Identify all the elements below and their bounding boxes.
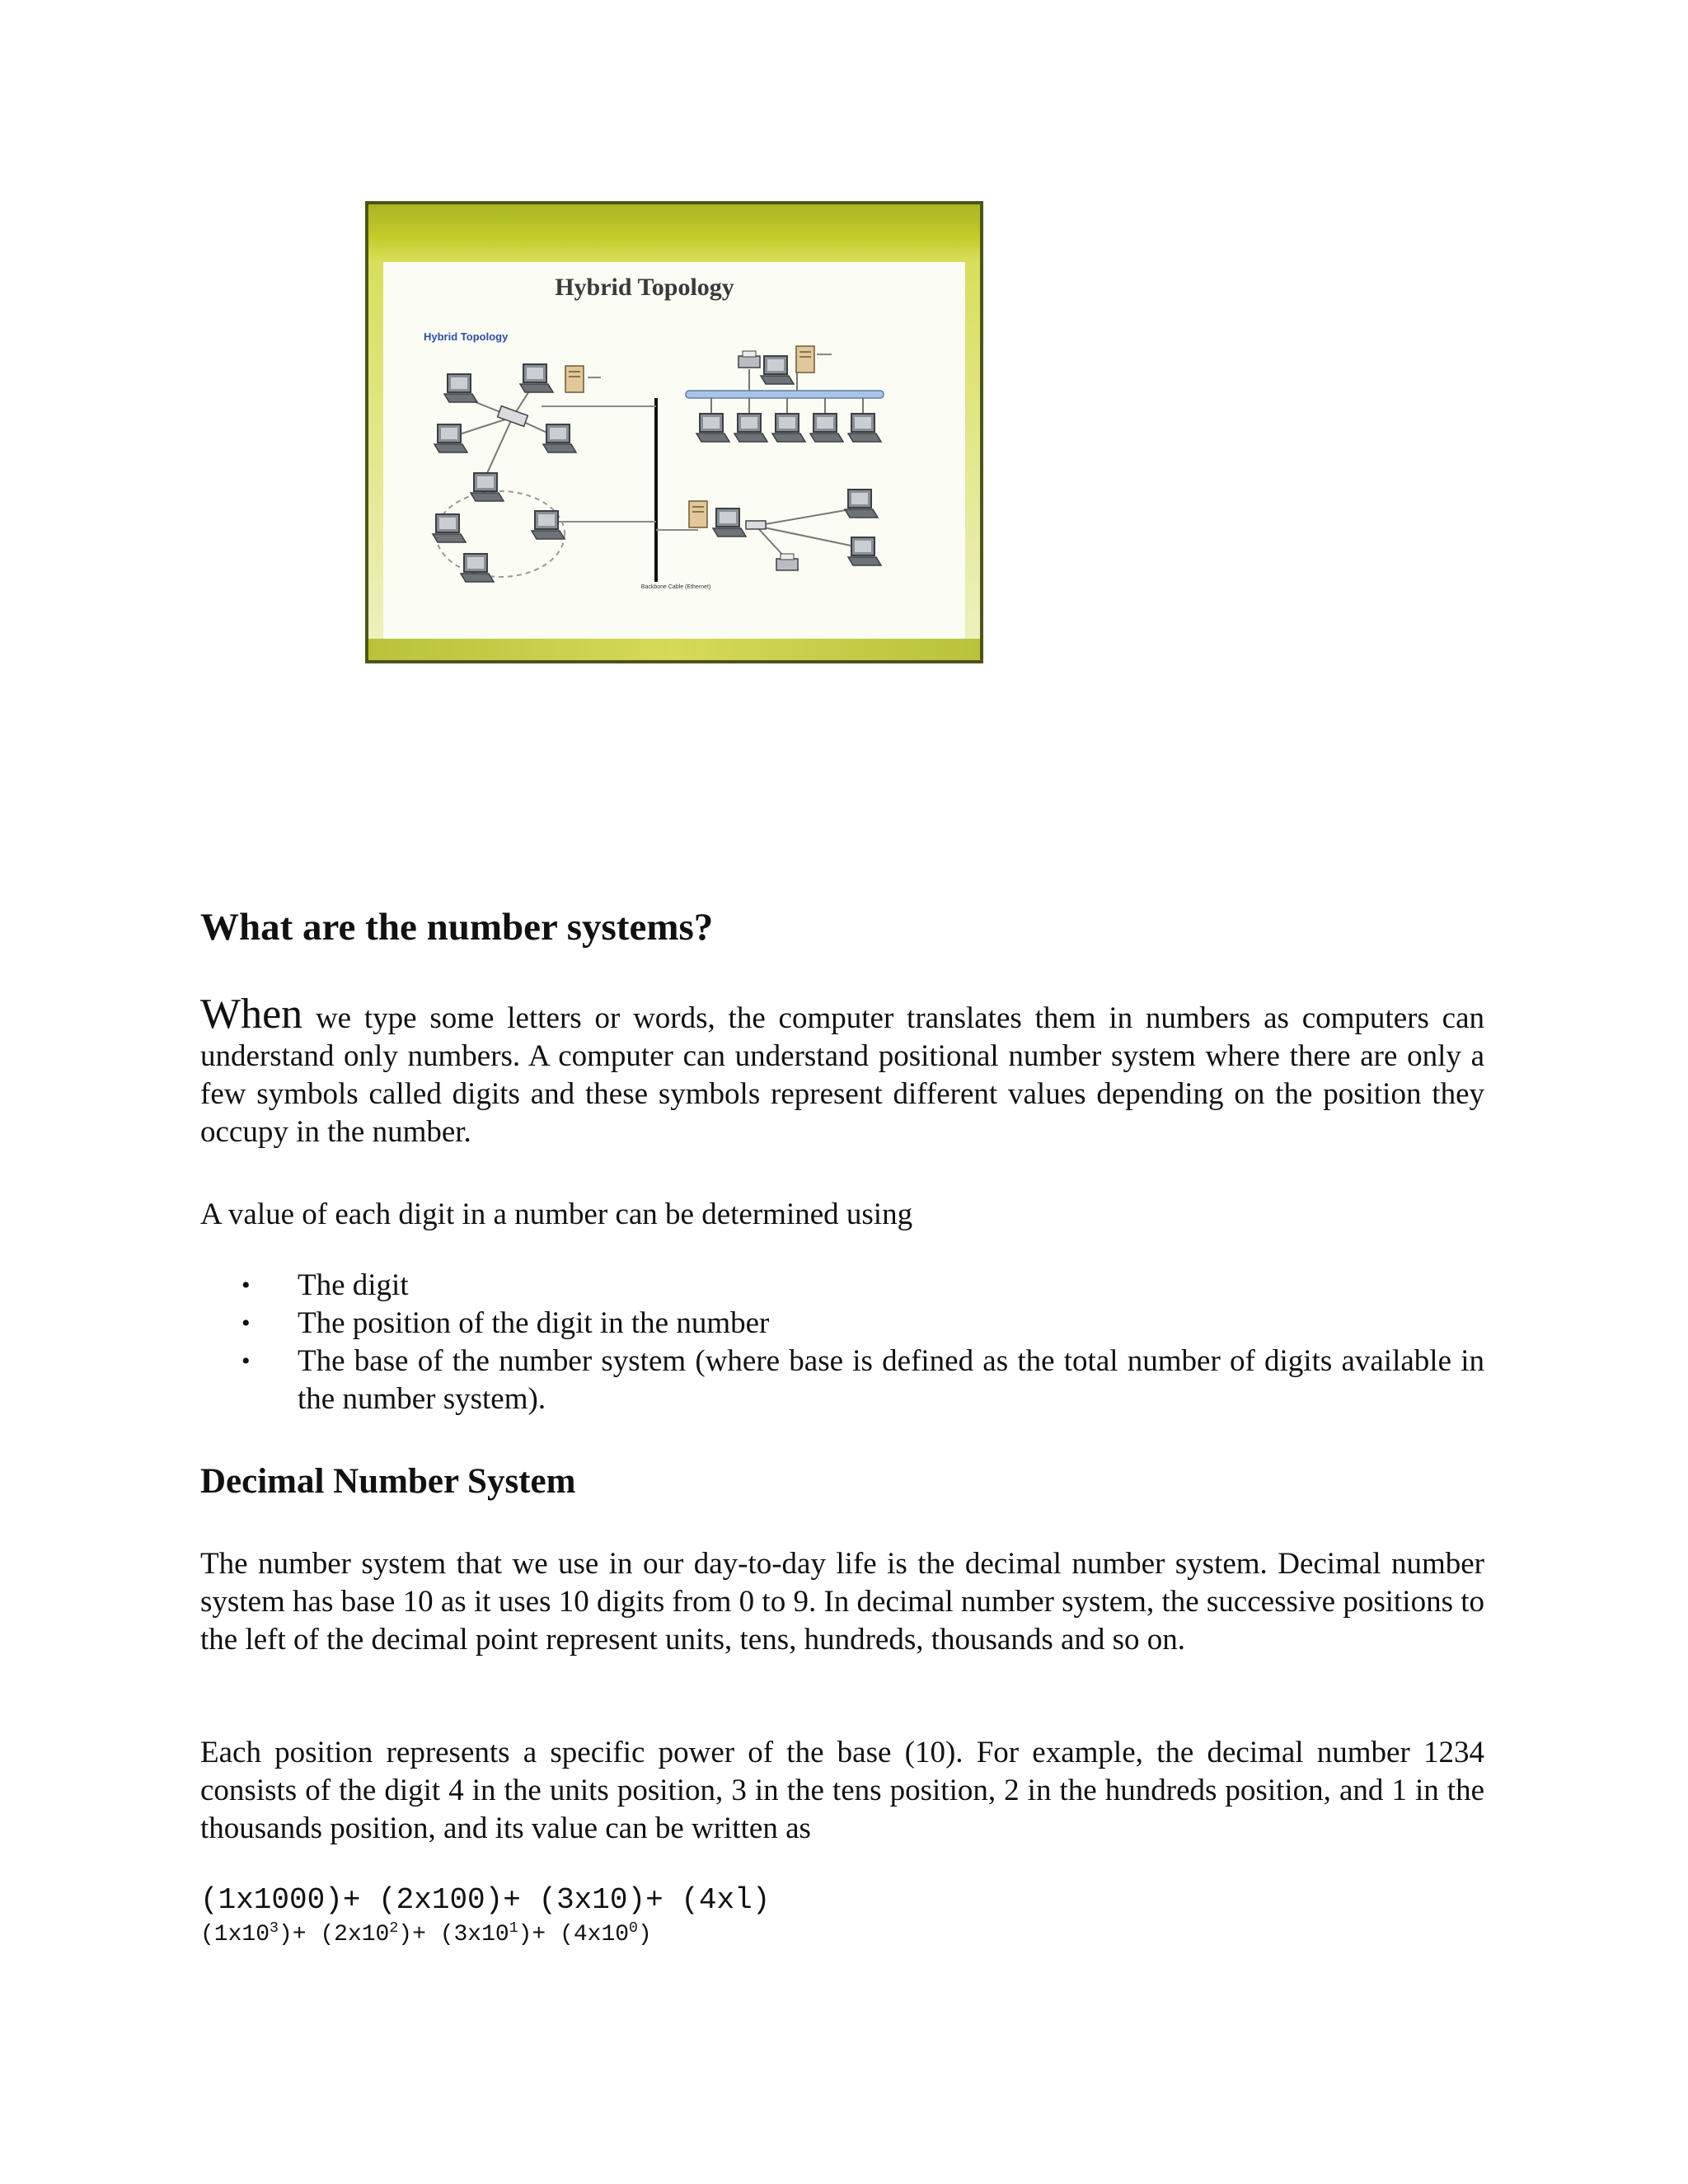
- computer-icon: [434, 424, 467, 452]
- server-icon: [689, 501, 707, 527]
- printer-icon: [776, 554, 798, 570]
- digit-value-list: [200, 1267, 1484, 1418]
- decimal-paragraph-2: Each position represents a specific power of the base (10). For example, the decimal number 1234 consists of the digit 4 in the units position, 3 in the tens position, 2 in the hundreds position, and 1 in the thousands position, and its value can be written as: [200, 1736, 1484, 1845]
- list-item-text: The position of the digit in the number: [298, 1306, 770, 1340]
- server-icon: [565, 366, 584, 392]
- backbone-label: Backbone Cable (Ethernet): [640, 584, 711, 590]
- heading-decimal-number-system: Decimal Number System: [200, 1462, 576, 1501]
- computer-icon: [845, 490, 878, 518]
- computer-icon: [713, 509, 746, 537]
- computer-icon: [543, 424, 576, 452]
- power-expression: [200, 1922, 652, 1947]
- server-icon: [796, 346, 814, 373]
- list-item-text: The base of the number system (where base is defined as the total number of digits available in the number system).: [298, 1344, 1484, 1416]
- exponent: 0: [629, 1920, 638, 1937]
- slide-subtitle: Hybrid Topology: [424, 330, 509, 343]
- slide-title: Hybrid Topology: [555, 274, 734, 301]
- computer-icon: [848, 414, 881, 442]
- computer-icon: [734, 414, 767, 442]
- decimal-paragraph-1: The number system that we use in our day-to-day life is the decimal number system. Decimal number system has base 10 as it uses 10 digits from 0 to 9. In decimal number system, the successive positions to the left of the decimal point represent units, tens, hundreds, thousands and so on.: [200, 1547, 1484, 1657]
- computer-icon: [471, 473, 504, 501]
- power-term: )+ (2x10: [278, 1922, 390, 1947]
- expansion-expression: (1x1000)+ (2x100)+ (3x10)+ (4xl): [200, 1883, 771, 1917]
- list-item: [200, 1343, 1484, 1418]
- list-item-text: The digit: [298, 1268, 409, 1302]
- computer-icon: [532, 511, 565, 539]
- bus-cable: [686, 391, 884, 398]
- digit-value-paragraph: A value of each digit in a number can be determined using: [200, 1197, 913, 1231]
- hub-device: [498, 406, 528, 427]
- topology-diagram: [368, 204, 980, 660]
- list-item: [200, 1267, 1484, 1305]
- list-item: [200, 1305, 1484, 1343]
- exponent: 2: [389, 1920, 399, 1937]
- computer-icon: [848, 537, 881, 565]
- computer-icon: [461, 554, 494, 582]
- intro-text: we type some letters or words, the computer translates them in numbers as computers can understand only numbers. A computer can understand positional number system where there are only a few symbols called digits and these symbols represent different values depending on the position they occupy in the number.: [200, 1001, 1484, 1149]
- lower-star-links: [756, 509, 855, 557]
- hub-device: [746, 521, 766, 529]
- computer-icon: [761, 356, 794, 384]
- computer-icon: [696, 414, 729, 442]
- printer-icon: [738, 351, 760, 368]
- exponent: 3: [270, 1920, 279, 1937]
- computer-icon: [810, 414, 843, 442]
- computer-icon: [520, 364, 553, 392]
- bullet-icon: •: [241, 1310, 251, 1337]
- intro-first-word: When: [200, 991, 303, 1038]
- power-term: )+ (3x10: [398, 1922, 509, 1947]
- exponent: 1: [509, 1920, 518, 1937]
- intro-paragraph: [200, 991, 1484, 1151]
- hybrid-topology-figure: [365, 201, 983, 663]
- computer-icon: [433, 514, 466, 542]
- power-term: )+ (4x10: [518, 1922, 630, 1947]
- computer-icon: [772, 414, 805, 442]
- power-term: (1x10: [200, 1922, 270, 1947]
- heading-number-systems: What are the number systems?: [200, 906, 714, 949]
- bullet-icon: •: [241, 1272, 251, 1299]
- bullet-icon: •: [241, 1347, 251, 1375]
- computer-icon: [444, 374, 477, 402]
- power-term: ): [637, 1922, 652, 1947]
